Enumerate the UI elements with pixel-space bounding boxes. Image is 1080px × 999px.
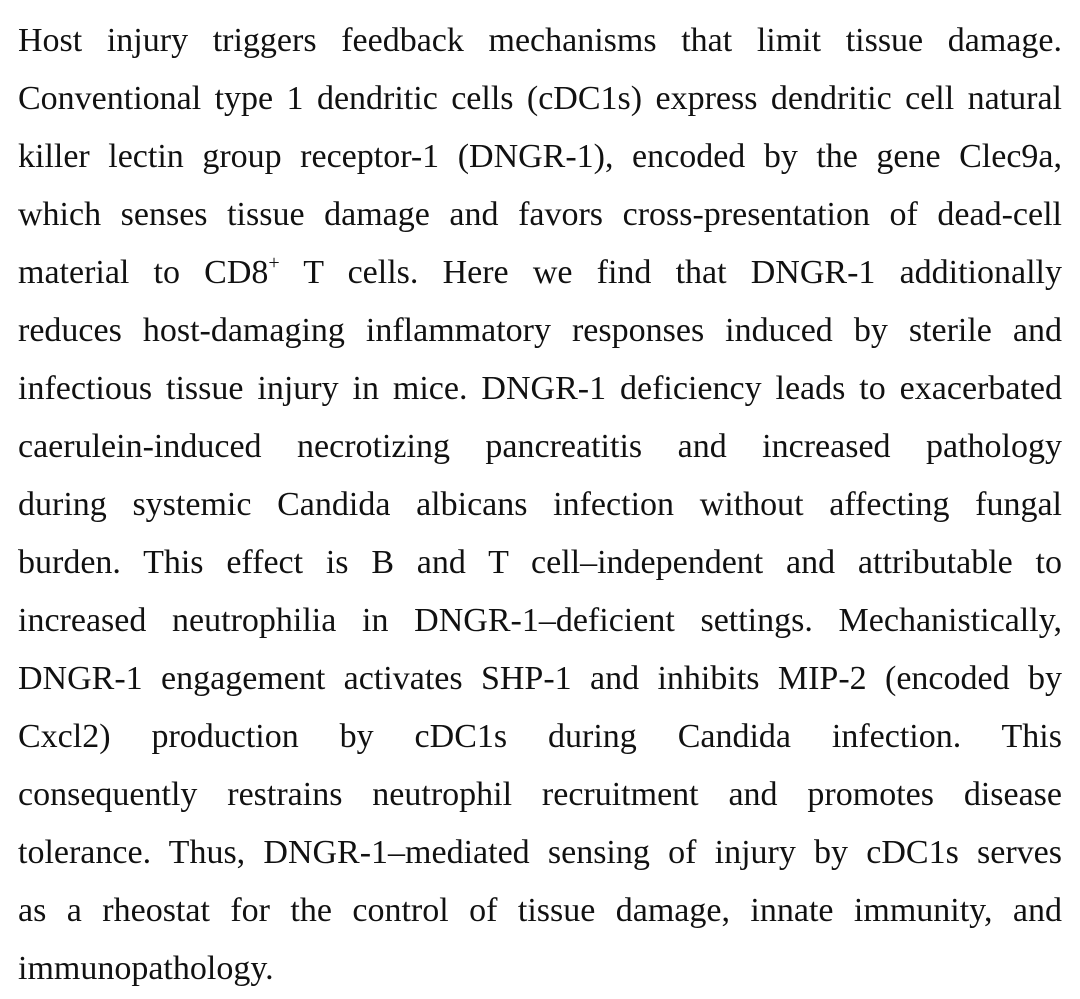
text-line: tolerance. Thus, DNGR-1–mediated sensing of injury by cDC1s serves: [18, 834, 1062, 871]
text-line-with-superscript: [18, 244, 1062, 302]
abstract-paragraph: [18, 12, 1062, 998]
text-line: which senses tissue damage and favors cross-presentation of dead-cell: [18, 196, 1062, 233]
text-line: Host injury triggers feedback mechanisms that limit tissue damage.: [18, 22, 1062, 59]
text-line: during systemic Candida albicans infection without affecting fungal: [18, 486, 1062, 523]
text-line: killer lectin group receptor-1 (DNGR-1), encoded by the gene Clec9a,: [18, 138, 1062, 175]
text-line: caerulein-induced necrotizing pancreatitis and increased pathology: [18, 428, 1062, 465]
text-line: consequently restrains neutrophil recruitment and promotes disease: [18, 776, 1062, 813]
text-line: reduces host-damaging inflammatory responses induced by sterile and: [18, 312, 1062, 349]
superscript: +: [268, 252, 280, 274]
text-line: burden. This effect is B and T cell–independent and attributable to: [18, 544, 1062, 581]
text-line: infectious tissue injury in mice. DNGR-1 deficiency leads to exacerbated: [18, 370, 1062, 407]
text-fragment: T cells. Here we find that DNGR-1 additionally: [303, 254, 1062, 291]
text-fragment: material to CD8: [18, 254, 269, 291]
text-line: Conventional type 1 dendritic cells (cDC1s) express dendritic cell natural: [18, 80, 1062, 117]
text-line: increased neutrophilia in DNGR-1–deficient settings. Mechanistically,: [18, 602, 1062, 639]
text-line: Cxcl2) production by cDC1s during Candida infection. This: [18, 718, 1062, 755]
text-line: as a rheostat for the control of tissue damage, innate immunity, and: [18, 892, 1062, 929]
text-line: immunopathology.: [18, 950, 274, 987]
text-line: DNGR-1 engagement activates SHP-1 and inhibits MIP-2 (encoded by: [18, 660, 1062, 697]
